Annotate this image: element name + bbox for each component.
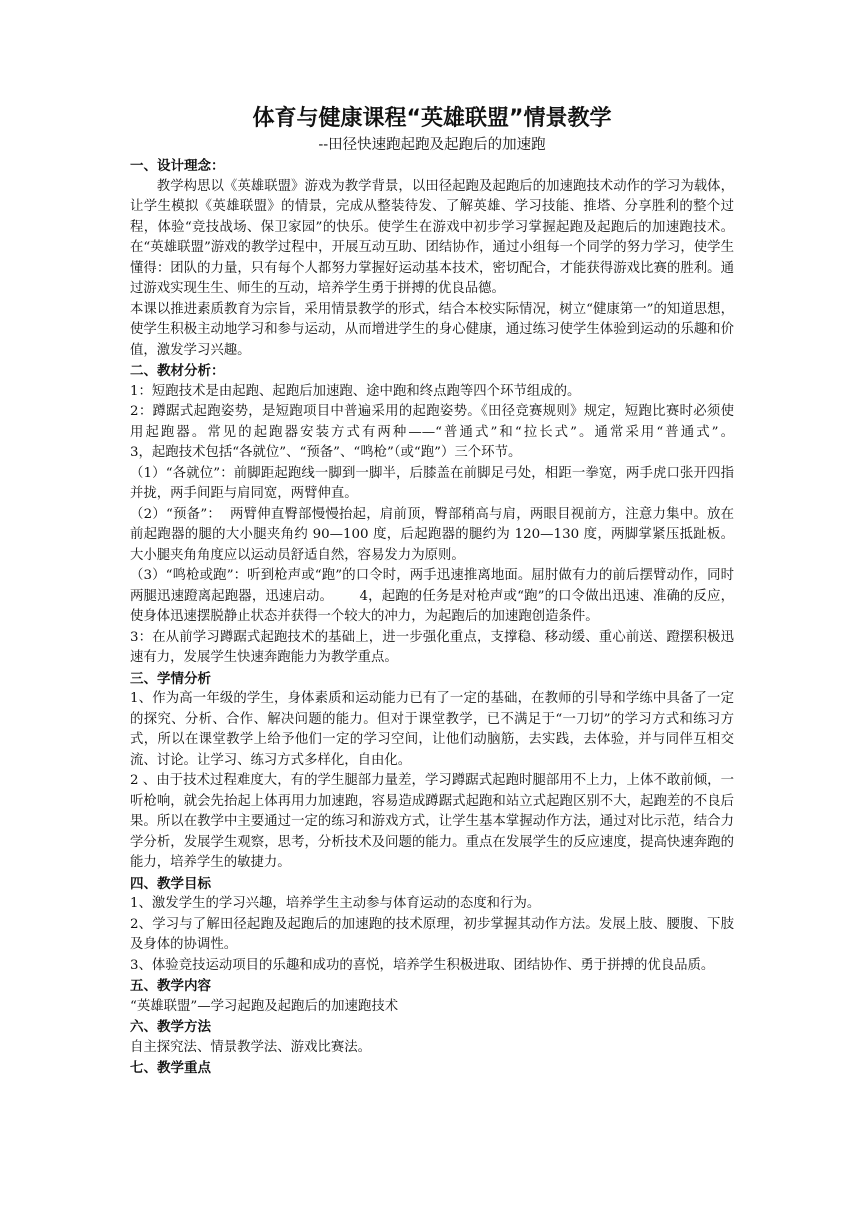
- paragraph: 3、体验竞技运动项目的乐趣和成功的喜悦，培养学生积极进取、团结协作、勇于拼搏的优良品质。: [130, 957, 715, 973]
- section-heading: 五、教学内容: [130, 978, 211, 994]
- paragraph: 1：短跑技术是由起跑、起跑后加速跑、途中跑和终点跑等四个环节组成的。: [130, 383, 581, 399]
- section-teaching-content: [130, 976, 734, 1017]
- paragraph: （3）“鸣枪或跑”：听到枪声或“跑”的口令时，两手迅速推离地面。屈肘做有力的前后摆臂动作，同时两腿迅速蹬离起跑器，迅速启动。 4，起跑的任务是对枪声或“跑”的口令做出迅速、准确的反应，使身体迅速摆脱静止状态并获得一个较大的冲力，为起跑后的加速跑创造条件。: [130, 568, 734, 624]
- section-heading: 四、教学目标: [130, 875, 211, 892]
- document-title: 体育与健康课程“英雄联盟”情景教学: [252, 106, 612, 131]
- section-design-concept: [130, 156, 734, 361]
- section-teaching-focus: [130, 1058, 734, 1079]
- paragraph: 教学构思以《英雄联盟》游戏为教学背景，以田径起跑及起跑后的加速跑技术动作的学习为载体，让学生模拟《英雄联盟》的情景，完成从整装待发、了解英雄、学习技能、推塔、分享胜利的整个过程，体验“竞技战场、保卫家园”的快乐。使学生在游戏中初步学习掌握起跑及起跑后的加速跑技术。在“英雄联盟”游戏的教学过程中，开展互动互助、团结协作，通过小组每一个同学的努力学习，使学生懂得：团队的力量，只有每个人都努力掌握好运动基本技术，密切配合，才能获得游戏比赛的胜利。通过游戏实现生生、师生的互动，培养学生勇于拼搏的优良品德。: [130, 178, 734, 296]
- paragraph: 2、学习与了解田径起跑及起跑后的加速跑的技术原理，初步掌握其动作方法。发展上肢、腰腹、下肢及身体的协调性。: [130, 916, 734, 952]
- paragraph: 1、激发学生的学习兴趣，培养学生主动参与体育运动的态度和行为。: [130, 896, 541, 911]
- section-heading: 一、设计理念：: [130, 158, 225, 174]
- section-material-analysis: [130, 361, 803, 669]
- paragraph: 3：在从前学习蹲踞式起跑技术的基础上，进一步强化重点，支撑稳、移动缓、重心前送、蹬摆积极迅速有力，发展学生快速奔跑能力为教学重点。: [130, 629, 734, 665]
- section-heading: 三、学情分析: [130, 670, 211, 687]
- section-teaching-goals: [130, 874, 734, 977]
- section-heading: 六、教学方法: [130, 1019, 211, 1035]
- document-subtitle: --田径快速跑起跑及起跑后的加速跑: [318, 137, 546, 153]
- paragraph: （2）“预备”： 两臂伸直臀部慢慢抬起，肩前顶，臀部稍高与肩，两眼目视前方，注意力集中。放在前起跑器的腿的大小腿夹角约 90—100 度，后起跑器的腿约为 120—130 度，两脚掌紧压抵趾板。大小腿夹角角度应以运动员舒适自然，容易发力为原则。: [130, 506, 734, 563]
- paragraph: “英雄联盟”—学习起跑及起跑后的加速跑技术: [130, 998, 399, 1014]
- paragraph: 1、作为高一年级的学生，身体素质和运动能力已有了一定的基础，在教师的引导和学练中具备了一定的探究、分析、合作、解决问题的能力。但对于课堂教学，已不满足于“一刀切”的学习方式和练习方式，所以在课堂教学上给予他们一定的学习空间，让他们动脑筋，去实践，去体验，并与同伴互相交流、讨论。让学习、练习方式多样化，自由化。: [130, 691, 734, 768]
- paragraph: 自主探究法、情景教学法、游戏比赛法。: [130, 1039, 372, 1055]
- section-heading: 二、教材分析：: [130, 363, 225, 379]
- section-heading: 七、教学重点: [130, 1060, 211, 1076]
- paragraph: 2 、由于技术过程难度大，有的学生腿部力量差，学习蹲踞式起跑时腿部用不上力，上体不敢前倾，一听枪响，就会先抬起上体再用力加速跑，容易造成蹲踞式起跑和站立式起跑区别不大，起跑差的不良后果。所以在教学中主要通过一定的练习和游戏方式，让学生基本掌握动作方法，通过对比示范，结合力学分析，发展学生观察，思考，分析技术及问题的能力。重点在发展学生的反应速度，提高快速奔跑的能力，培养学生的敏捷力。: [130, 773, 734, 870]
- section-student-analysis: [130, 669, 734, 874]
- paragraph: （1）“各就位”：前脚距起跑线一脚到一脚半，后膝盖在前脚足弓处，相距一拳宽，两手虎口张开四指并拢，两手间距与肩同宽，两臂伸直。: [130, 465, 734, 501]
- document-body: [130, 103, 803, 1079]
- section-teaching-methods: [130, 1017, 734, 1058]
- paragraph: 本课以推进素质教育为宗旨，采用情景教学的形式，结合本校实际情况，树立“健康第一”的知道思想，使学生积极主动地学习和参与运动，从而增进学生的身心健康，通过练习使学生体验到运动的乐趣和价值，激发学习兴趣。: [130, 301, 734, 358]
- paragraph: 2：蹲踞式起跑姿势，是短跑项目中普遍采用的起跑姿势。《田径竞赛规则》规定，短跑比赛时必须使用起跑器。常见的起跑器安装方式有两种——“普通式”和“拉长式”。通常采用“普通式”。 3，起跑技术包括“各就位”、“预备”、“鸣枪”（或“跑”）三个环节。: [130, 404, 803, 460]
